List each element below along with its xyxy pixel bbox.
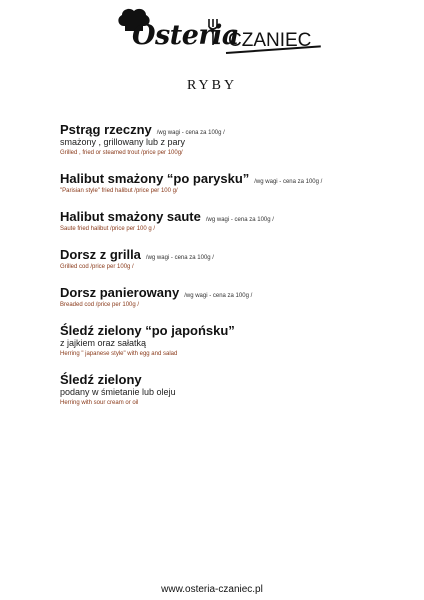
- item-description-pl: z jajkiem oraz sałatką: [60, 338, 147, 348]
- item-description-en: Grilled cod /price per 100g /: [60, 264, 134, 270]
- item-price-note: /wg wagi - cena za 100g /: [254, 179, 323, 185]
- item-description-en: Herring with sour cream or oil: [60, 400, 139, 406]
- item-description-en: Saute fried halibut /price per 100 g /: [60, 226, 156, 232]
- item-price-note: /wg wagi - cena za 100g /: [156, 130, 225, 136]
- fork-icon: [206, 18, 220, 46]
- brand-logo: [110, 6, 330, 58]
- item-name: Śledź zielony “po japońsku”: [60, 323, 235, 338]
- item-description-en: "Parisian style" fried halibut /price per 100 g/: [60, 188, 178, 194]
- item-name: Halibut smażony saute: [60, 209, 201, 224]
- item-name: Pstrąg rzeczny: [60, 122, 152, 137]
- item-description-en: Herring " japanese style" with egg and salad: [60, 351, 178, 357]
- brand-word-name: CZANIEC: [228, 30, 312, 51]
- menu-item-pstrag: [60, 122, 390, 157]
- menu-list: [60, 122, 390, 421]
- item-name: Halibut smażony “po parysku”: [60, 171, 250, 186]
- item-description-pl: podany w śmietanie lub oleju: [60, 387, 176, 397]
- item-name: Dorsz panierowany: [60, 285, 180, 300]
- menu-item-sledz-zielony: [60, 372, 390, 407]
- menu-item-halibut-saute: [60, 209, 390, 233]
- item-price-note: /wg wagi - cena za 100g /: [184, 293, 253, 299]
- item-description-en: Grilled , fried or steamed trout /price per 100g/: [60, 150, 183, 156]
- item-name: Śledź zielony: [60, 372, 142, 387]
- website-url[interactable]: www.osteria-czaniec.pl: [161, 584, 263, 595]
- item-price-note: /wg wagi - cena za 100g /: [205, 217, 274, 223]
- brand-script-name: Osteria: [132, 20, 239, 51]
- item-description-pl: smażony , grillowany lub z pary: [60, 137, 186, 147]
- menu-item-sledz-japonsku: [60, 323, 390, 358]
- item-price-note: /wg wagi - cena za 100g /: [145, 255, 214, 261]
- section-title: RYBY: [186, 78, 238, 93]
- menu-item-dorsz-grill: [60, 247, 390, 271]
- menu-item-halibut-parysku: [60, 171, 390, 195]
- item-description-en: Breaded cod /price per 100g /: [60, 302, 140, 308]
- menu-item-dorsz-panierowany: [60, 285, 390, 309]
- item-name: Dorsz z grilla: [60, 247, 141, 262]
